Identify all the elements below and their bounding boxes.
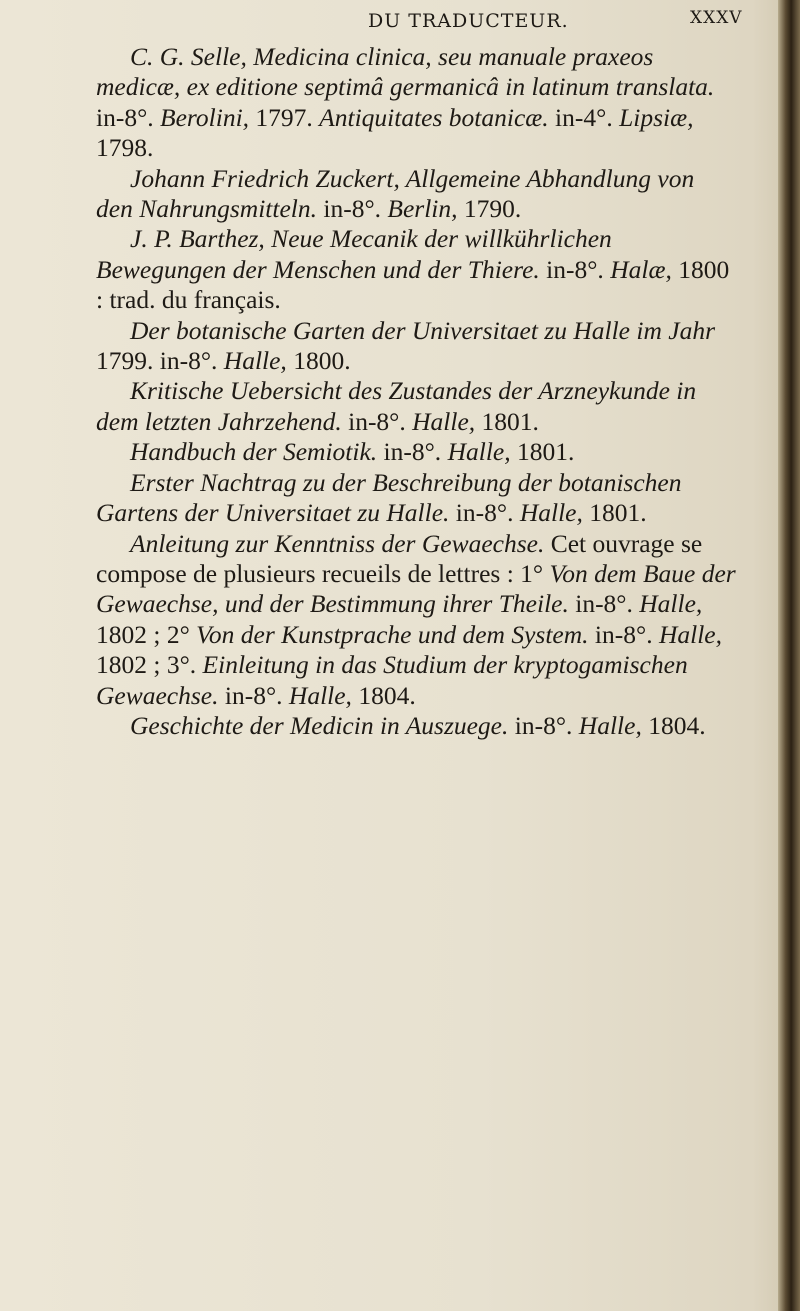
bibliography-entry: Geschichte der Medicin in Auszuege. in-8°. Halle, 1804.	[130, 710, 706, 740]
bibliography-entry: Kritische Uebersicht des Zustandes der Arzneykunde in dem letzten Jahrzehend. in-8°. Halle, 1801.	[96, 376, 697, 436]
bibliography-entry: Handbuch der Semiotik. in-8°. Halle, 1801.	[130, 437, 575, 467]
page-number: XXXV	[690, 8, 743, 28]
bibliography-entry: Der botanische Garten der Universitaet zu Halle im Jahr 1799. in-8°. Halle, 1800.	[96, 315, 715, 376]
bibliography-entry: Erster Nachtrag zu der Beschreibung der botanischen Gartens der Universitaet zu Halle. in-8°. Halle, 1801.	[96, 467, 682, 528]
bibliography-entry: C. G. Selle, Medicina clinica, seu manuale praxeos medicæ, ex editione septimâ germanicâ in latinum translata. in-8°. Berolini, 1797. Antiquitates botanicæ. in-4°. Lipsiæ, 1798.	[96, 42, 715, 163]
bibliography-text	[96, 42, 736, 741]
bibliography-entry: Johann Friedrich Zuckert, Allgemeine Abhandlung von den Nahrungsmitteln. in-8°. Berlin, 1790.	[96, 163, 695, 224]
page-header	[120, 6, 743, 46]
page-edge-shadow	[778, 0, 800, 1311]
bibliography-entry: Anleitung zur Kenntniss der Gewaechse. Cet ouvrage se compose de plusieurs recueils de lettres : 1° Von dem Baue der Gewaechse, und der Bestimmung ihrer Theile. in-8°. Halle, 1802 ; 2° Von der Kunstprache und dem System. in-8°. Halle, 1802 ; 3°. Einleitung in das Studium der kryptogamischen Gewaechse. in-8°. Halle, 1804.	[96, 528, 736, 710]
bibliography-entry: J. P. Barthez, Neue Mecanik der willkührlichen Bewegungen der Menschen und der Thiere. in-8°. Halæ, 1800 : trad. du français.	[96, 224, 730, 315]
running-head: DU TRADUCTEUR.	[368, 10, 569, 32]
